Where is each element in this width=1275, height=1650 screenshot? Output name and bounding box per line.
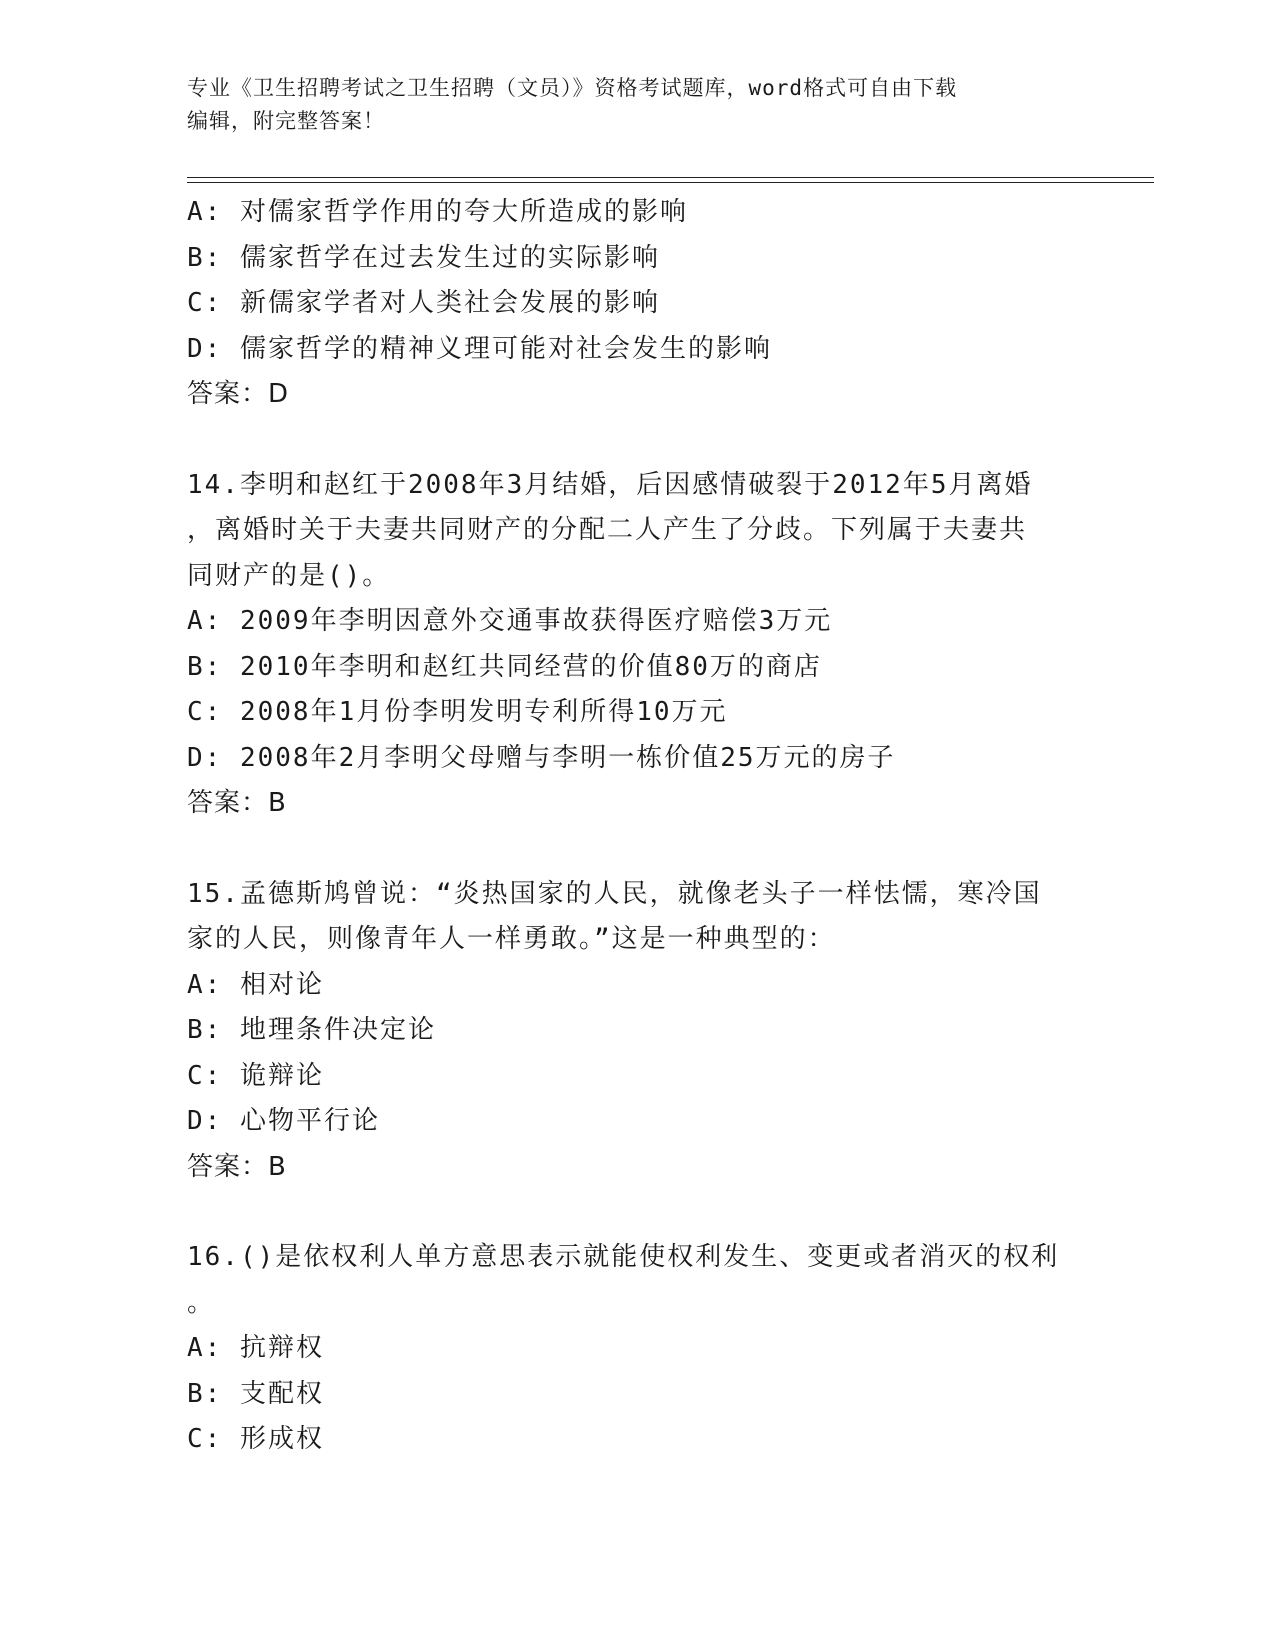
question-stem-line: 。 [187,1287,216,1318]
question-16 [187,1235,1087,1463]
question-stem-line: 16.()是依权利人单方意思表示就能使权利发生、变更或者消灭的权利 [187,1242,1060,1272]
question-15 [187,872,1087,1191]
option-a: A: 对儒家哲学作用的夸大所造成的影响 [187,197,688,227]
document-header [187,72,1067,138]
option-d: D: 2008年2月李明父母赠与李明一栋价值25万元的房子 [187,742,896,773]
question-14 [187,463,1087,827]
question-content [187,190,1087,1463]
option-b: B: 支配权 [187,1378,324,1409]
header-line-1: 专业《卫生招聘考试之卫生招聘（文员）》资格考试题库，word格式可自由下载 [187,76,958,100]
question-stem-line: 家的人民，则像青年人一样勇敢。”这是一种典型的： [187,924,836,954]
answer: 答案：B [187,1151,287,1182]
option-b: B: 地理条件决定论 [187,1015,436,1045]
option-a: A: 抗辩权 [187,1333,324,1363]
option-a: A: 2009年李明因意外交通事故获得医疗赔偿3万元 [187,606,833,636]
option-d: D: 儒家哲学的精神义理可能对社会发生的影响 [187,333,772,364]
answer: 答案：B [187,788,287,818]
header-divider-bottom [187,182,1154,183]
option-c: C: 形成权 [187,1424,324,1454]
header-divider-top [187,177,1154,178]
question-stem-line: 14.李明和赵红于2008年3月结婚，后因感情破裂于2012年5月离婚 [187,469,1033,500]
option-c: C: 2008年1月份李明发明专利所得10万元 [187,697,728,727]
option-d: D: 心物平行论 [187,1106,380,1136]
option-c: C: 诡辩论 [187,1060,324,1091]
answer: 答案：D [187,379,290,409]
option-b: B: 2010年李明和赵红共同经营的价值80万的商店 [187,651,822,682]
option-c: C: 新儒家学者对人类社会发展的影响 [187,288,660,318]
question-13 [187,190,1087,418]
header-line-2: 编辑，附完整答案！ [187,109,385,133]
question-stem-line: ，离婚时关于夫妻共同财产的分配二人产生了分歧。下列属于夫妻共 [187,515,1028,545]
question-stem-line: 同财产的是()。 [187,560,391,591]
option-b: B: 儒家哲学在过去发生过的实际影响 [187,242,660,273]
option-a: A: 相对论 [187,969,324,1000]
question-stem-line: 15.孟德斯鸠曾说：“炎热国家的人民，就像老头子一样怯懦，寒冷国 [187,878,1042,909]
